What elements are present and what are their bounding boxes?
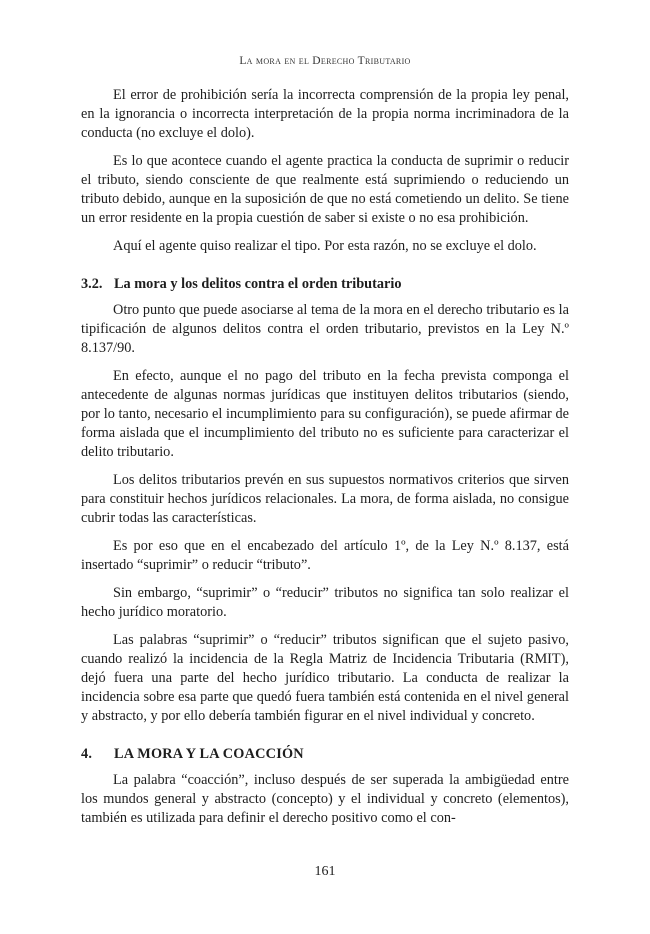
running-title: La mora en el Derecho Tributario — [239, 55, 411, 67]
running-header — [0, 55, 650, 67]
section-title: LA MORA Y LA COACCIÓN — [114, 746, 304, 762]
page-number: 161 — [314, 864, 336, 879]
page-body — [81, 86, 569, 837]
paragraph: Sin embargo, “suprimir” o “reducir” tributos no significa tan solo realizar el hecho jurídico moratorio. — [81, 585, 569, 620]
paragraph: Es por eso que en el encabezado del artículo 1º, de la Ley N.º 8.137, está insertado “suprimir” o reducir “tributo”. — [81, 538, 569, 573]
section-number: 3.2. — [81, 276, 103, 292]
paragraph: Otro punto que puede asociarse al tema de la mora en el derecho tributario es la tipificación de algunos delitos contra el orden tributario, previstos en la Ley N.º 8.137/90. — [81, 302, 569, 356]
section-heading-3-2 — [81, 275, 569, 294]
paragraph: La palabra “coacción”, incluso después de ser superada la ambigüedad entre los mundos general y abstracto (concepto) y el individual y concreto (elementos), también es utilizada para definir el derecho positivo como el con- — [81, 772, 569, 826]
section-number: 4. — [81, 746, 93, 762]
paragraph: El error de prohibición sería la incorrecta comprensión de la propia ley penal, en la ignorancia o incorrecta interpretación de la propia norma incriminadora de la conducta (no excluye el dolo). — [81, 87, 569, 141]
paragraph: Es lo que acontece cuando el agente practica la conducta de suprimir o reducir el tributo, siendo consciente de que realmente está suprimiendo o reduciendo un tributo debido, aunque en la suposición de que no está cometiendo un delito. Se tiene un error residente en la propia cuestión de saber si existe o no esa prohibición. — [81, 153, 569, 226]
section-title: La mora y los delitos contra el orden tributario — [114, 276, 402, 292]
paragraph: Las palabras “suprimir” o “reducir” tributos significan que el sujeto pasivo, cuando realizó la incidencia de la Regla Matriz de Incidencia Tributaria (RMIT), dejó fuera una parte del hecho jurídico tributario. La conducta de realizar la incidencia sobre esa parte que quedó fuera también está contenida en el nivel general y abstracto, y por ello debería también figurar en el nivel individual y concreto. — [81, 632, 569, 724]
paragraph: Los delitos tributarios prevén en sus supuestos normativos criterios que sirven para constituir hechos jurídicos relacionales. La mora, de forma aislada, no consigue cubrir todas las características. — [81, 472, 569, 526]
section-heading-4 — [81, 745, 569, 764]
paragraph: Aquí el agente quiso realizar el tipo. Por esta razón, no se excluye el dolo. — [113, 238, 537, 254]
paragraph: En efecto, aunque el no pago del tributo en la fecha prevista componga el antecedente de algunas normas jurídicas que instituyen delitos tributarios (siendo, por lo tanto, necesario el incumplimiento para su configuración), se puede afirmar de forma aislada que el incumplimiento del tributo no es suficiente para caracterizar el delito tributario. — [81, 368, 569, 460]
